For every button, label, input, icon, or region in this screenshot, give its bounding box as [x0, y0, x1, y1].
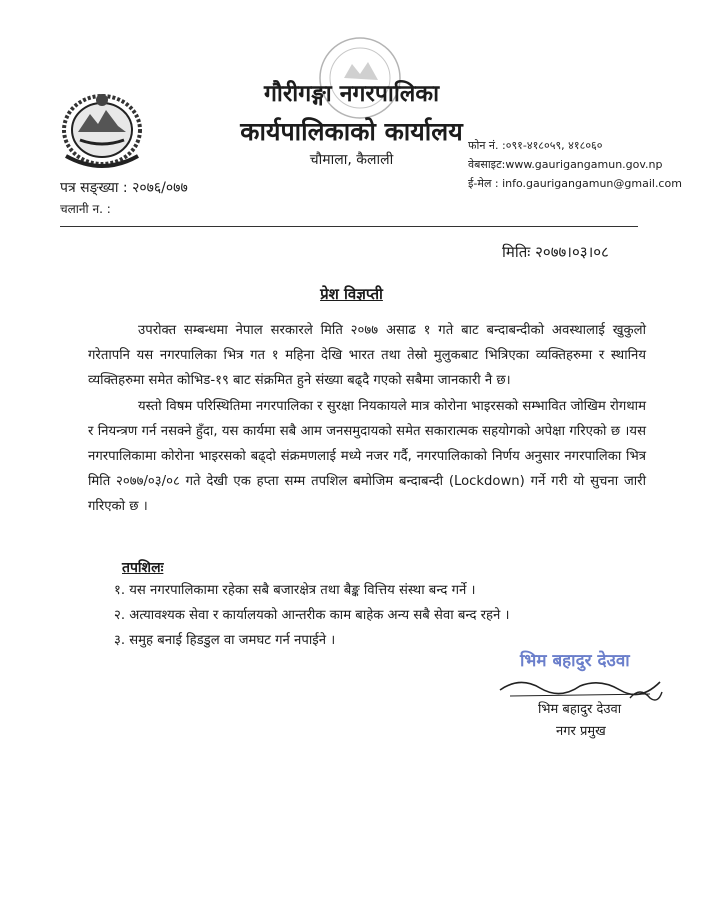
- email: ई-मेल : info.gaurigangamun@gmail.com: [468, 177, 682, 190]
- letter-date: मितिः २०७७।०३।०८: [502, 243, 609, 261]
- paragraph: यस्तो विषम परिस्थितिमा नगरपालिका र सुरक्षा नियकायले मात्र कोरोना भाइरसको सम्भावित जोखिम रोगथाम र नियन्त्रण गर्न नसक्ने हुँदा, यस कार्यमा सबै आम जनसमुदायको समेत सकारात्मक सहयोगको अपेक्षा गरिएको छ ।यस नगरपालिकामा कोरोना भाइरसको बढ्दो संक्रमणलाई मध्ये नजर गर्दै, नगरपालिकाको निर्णय अनुसार नगरपालिका भित्र मिति २०७७/०३/०८ गते देखी एक हप्ता सम्म तपशिल बमोजिम बन्दाबन्दी (Lockdown) गर्ने गरी यो सुचना जारी गरिएको छ ।: [88, 399, 646, 514]
- paragraph: उपरोक्त सम्बन्धमा नेपाल सरकारले मिति २०७७ असाढ १ गते बाट बन्दाबन्दीको अवस्थालाई खुकुलो गरेतापनि यस नगरपालिका भित्र गत १ महिना देखि भारत तथा तेस्रो मुलुकबाट भित्रिएका व्यक्तिहरुमा र स्थानिय व्यक्तिहरुमा समेत कोभिड-१९ बाट संक्रमित हुने संख्या बढ्दै गएको सबैमा जानकारी नै छ।: [88, 323, 646, 388]
- document-title: प्रेश विज्ञप्ती: [320, 285, 383, 303]
- list-item: ३. समुह बनाई हिडडुल वा जमघट गर्न नपाईने ।: [114, 633, 336, 648]
- header-divider: [60, 226, 638, 227]
- list-item: २. अत्यावश्यक सेवा र कार्यालयको आन्तरीक काम बाहेक अन्य सबै सेवा बन्द रहने ।: [114, 608, 510, 623]
- dispatch-number: चलानी न. :: [60, 202, 111, 216]
- details-heading: तपशिलः: [122, 560, 164, 576]
- office-name: कार्यपालिकाको कार्यालय: [240, 117, 463, 146]
- signatory-designation: नगर प्रमुख: [556, 724, 606, 739]
- contact-block: [468, 136, 682, 193]
- signatory-name: भिम बहादुर देउवा: [538, 702, 622, 717]
- list-item: १. यस नगरपालिकामा रहेका सबै बजारक्षेत्र तथा बैङ्क वित्तिय संस्था बन्द गर्ने ।: [114, 583, 476, 598]
- office-address: चौमाला, कैलाली: [309, 152, 394, 168]
- reference-number: पत्र सङ्ख्या : २०७६/०७७: [60, 180, 188, 196]
- letter-body: [88, 318, 646, 520]
- phone-number: फोन नं. :०९१-४१८०५९, ४१८०६०: [468, 139, 603, 152]
- details-list: [114, 578, 510, 653]
- signature-stamp: भिम बहादुर देउवा: [520, 651, 630, 671]
- organization-name: गौरीगङ्गा नगरपालिका: [263, 81, 440, 107]
- website: वेबसाइट:www.gaurigangamun.gov.np: [468, 158, 663, 171]
